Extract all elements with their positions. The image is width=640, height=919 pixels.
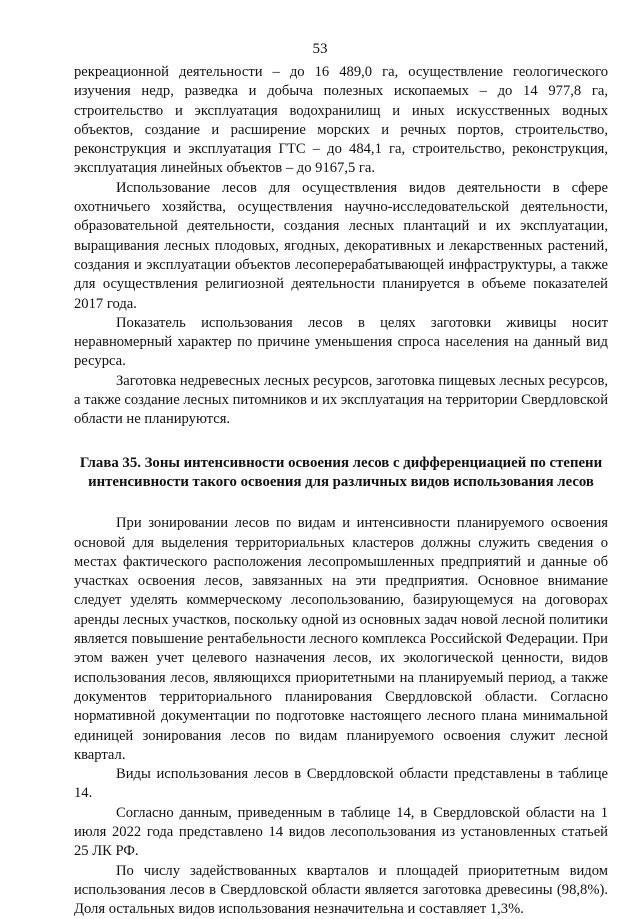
paragraph-non-timber-resources: Заготовка недревесных лесных ресурсов, заготовка пищевых лесных ресурсов, а также создание лесных питомников и их эксплуатация на территории Свердловской области не планируются. — [74, 372, 608, 428]
chapter-heading: Глава 35. Зоны интенсивности освоения лесов с дифференциацией по степени интенсивности такого освоения для различных видов использования лесов — [79, 454, 603, 490]
paragraph-resin-harvesting: Показатель использования лесов в целях заготовки живицы носит неравномерный характер по причине уменьшения спроса населения на данный вид ресурса. — [74, 314, 608, 370]
page-content — [74, 63, 608, 919]
paragraph-zoning-principles: При зонировании лесов по видам и интенсивности планируемого освоения основой для выделения территориальных кластеров должны служить сведения о местах фактического расположения лесопромышленных предприятий и данные об участках освоения лесов, завязанных на эти предприятия. Основное внимание следует уделять коммерческому лесопользованию, базирующемуся на договорах аренды лесных участков, поскольку одной из основных задач новой лесной политики является повышение рентабельности лесного комплекса Российской Федерации. При этом важен учет целевого назначения лесов, их экологической ценности, видов использования лесов, являющихся приоритетными на планируемый период, а также документов территориального планирования Свердловской области. Согласно нормативной документации по подготовке настоящего лесного плана минимальной единицей зонирования лесов по видам планируемого освоения служит лесной квартал. — [74, 515, 608, 763]
paragraph-other-activities: Использование лесов для осуществления видов деятельности в сфере охотничьего хозяйства, осуществления научно-исследовательской деятельности, образовательной деятельности, создания лесных плантаций и их эксплуатации, выращивания лесных плодовых, ягодных, декоративных и лекарственных растений, создания и эксплуатации объектов лесоперерабатывающей инфраструктуры, а также для осуществления религиозной деятельности планируется в объеме показателей 2017 года. — [74, 179, 608, 312]
paragraph-table-reference: Виды использования лесов в Свердловской области представлены в таблице 14. — [74, 766, 608, 802]
paragraph-use-types-count: Согласно данным, приведенным в таблице 14, в Свердловской области на 1 июля 2022 года представлено 14 видов лесопользования из установленных статьей 25 ЛК РФ. — [74, 804, 608, 860]
page-number: 53 — [312, 41, 328, 57]
paragraph-land-use-areas: рекреационной деятельности – до 16 489,0 га, осуществление геологического изучения недр, разведка и добыча полезных ископаемых – до 14 977,8 га, строительство и эксплуатация водохранилищ и иных искусственных водных объектов, создание и расширение морских и речных портов, строительство, реконструкция и эксплуатация ГТС – до 484,1 га, строительство, реконструкция, эксплуатация линейных объектов – до 9167,5 га. — [74, 64, 608, 177]
paragraph-priority-use: По числу задействованных кварталов и площадей приоритетным видом использования лесов в Свердловской области является заготовка древесины (98,8%). Доля остальных видов использования незначительна и составляет 1,3%. — [74, 862, 608, 918]
